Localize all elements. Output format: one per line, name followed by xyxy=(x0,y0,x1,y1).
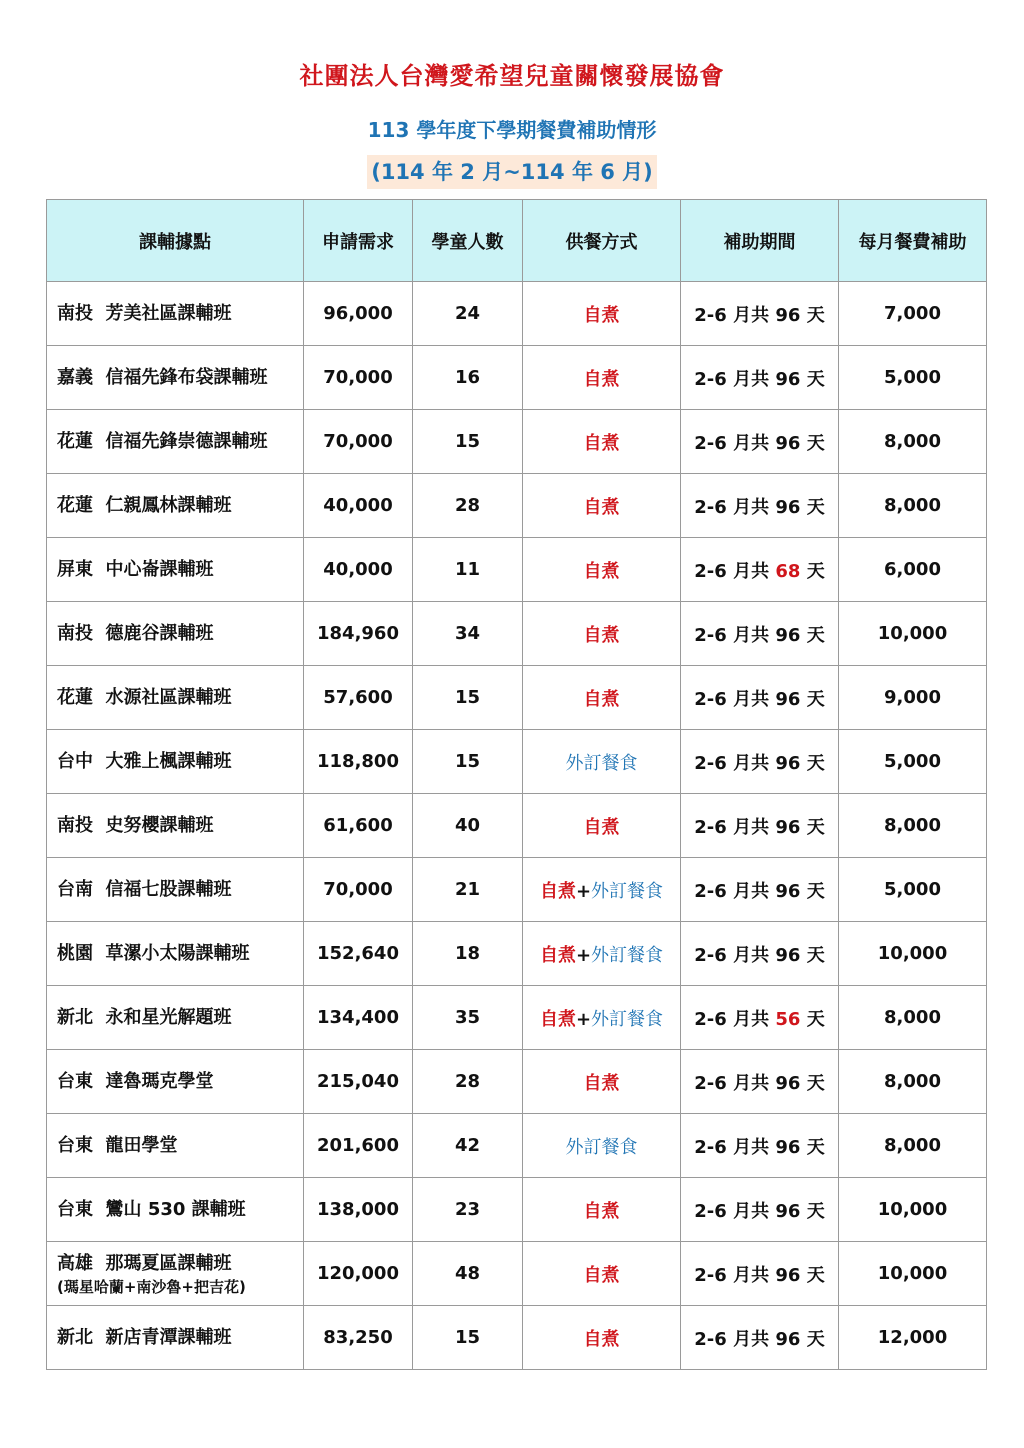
period-prefix: 2-6 月共 xyxy=(694,1072,770,1094)
period-suffix: 天 xyxy=(806,560,825,582)
site-cell xyxy=(47,602,304,666)
site-name xyxy=(57,813,303,839)
site-region: 南投 xyxy=(57,302,93,324)
site-region: 花蓮 xyxy=(57,686,93,708)
meal-method-cell xyxy=(523,730,681,794)
monthly-subsidy-cell: 10,000 xyxy=(839,602,987,666)
site-name xyxy=(57,749,303,775)
site-name xyxy=(57,429,303,455)
period-days: 68 xyxy=(775,560,801,582)
meal-method-part: 外訂餐食 xyxy=(565,1136,638,1158)
site-cell xyxy=(47,1050,304,1114)
site-title: 中心崙課輔班 xyxy=(105,558,214,580)
meal-method-cell xyxy=(523,410,681,474)
table-row xyxy=(47,1306,987,1370)
site-cell xyxy=(47,922,304,986)
period-prefix: 2-6 月共 xyxy=(694,432,770,454)
period-container xyxy=(0,155,1024,189)
site-region: 新北 xyxy=(57,1006,93,1028)
table-row xyxy=(47,730,987,794)
meal-method-cell xyxy=(523,794,681,858)
monthly-subsidy-cell: 10,000 xyxy=(839,1178,987,1242)
site-name xyxy=(57,365,303,391)
site-title: 那瑪夏區課輔班 xyxy=(105,1252,232,1274)
period-suffix: 天 xyxy=(806,1200,825,1222)
site-name xyxy=(57,557,303,583)
site-region: 台東 xyxy=(57,1198,93,1220)
period-suffix: 天 xyxy=(806,1008,825,1030)
student-count-cell: 24 xyxy=(413,282,523,346)
meal-method-cell xyxy=(523,1050,681,1114)
request-amount-cell: 118,800 xyxy=(304,730,413,794)
site-cell xyxy=(47,1306,304,1370)
table-row xyxy=(47,538,987,602)
period-suffix: 天 xyxy=(806,816,825,838)
meal-method-part: 自煮 xyxy=(583,368,620,390)
site-cell xyxy=(47,730,304,794)
period-cell xyxy=(681,794,839,858)
meal-method-part: 自煮 xyxy=(583,1200,620,1222)
request-amount-cell: 70,000 xyxy=(304,346,413,410)
period-cell xyxy=(681,1114,839,1178)
site-cell xyxy=(47,666,304,730)
meal-method-part: 自煮 xyxy=(583,1328,620,1350)
period-cell xyxy=(681,666,839,730)
period-cell xyxy=(681,538,839,602)
period-days: 96 xyxy=(775,880,801,902)
meal-method-part: 自煮 xyxy=(583,816,620,838)
period-suffix: 天 xyxy=(806,752,825,774)
site-title: 草漯小太陽課輔班 xyxy=(105,942,250,964)
meal-method-part: 外訂餐食 xyxy=(591,880,664,902)
period-prefix: 2-6 月共 xyxy=(694,688,770,710)
meal-method-cell xyxy=(523,346,681,410)
site-cell xyxy=(47,1242,304,1306)
meal-method-part: + xyxy=(575,944,592,966)
site-title: 龍田學堂 xyxy=(105,1134,178,1156)
meal-method-part: 外訂餐食 xyxy=(565,752,638,774)
period-suffix: 天 xyxy=(806,1072,825,1094)
col-header-site: 課輔據點 xyxy=(47,200,304,282)
meal-method-cell xyxy=(523,1114,681,1178)
site-region: 花蓮 xyxy=(57,430,93,452)
site-region: 南投 xyxy=(57,814,93,836)
meal-method-part: 外訂餐食 xyxy=(591,944,664,966)
meal-method-cell xyxy=(523,282,681,346)
student-count-cell: 35 xyxy=(413,986,523,1050)
period-cell xyxy=(681,858,839,922)
meal-method-part: 自煮 xyxy=(539,880,576,902)
table-row xyxy=(47,1242,987,1306)
meal-method-cell xyxy=(523,538,681,602)
monthly-subsidy-cell: 9,000 xyxy=(839,666,987,730)
site-cell xyxy=(47,794,304,858)
period-days: 96 xyxy=(775,304,801,326)
period-suffix: 天 xyxy=(806,496,825,518)
site-region: 台東 xyxy=(57,1134,93,1156)
period-cell xyxy=(681,1178,839,1242)
site-name xyxy=(57,1005,303,1031)
site-title: 史努櫻課輔班 xyxy=(105,814,214,836)
period-suffix: 天 xyxy=(806,880,825,902)
site-title: 仁親鳳林課輔班 xyxy=(105,494,232,516)
site-name xyxy=(57,877,303,903)
period-days: 96 xyxy=(775,1328,801,1350)
student-count-cell: 34 xyxy=(413,602,523,666)
period-prefix: 2-6 月共 xyxy=(694,304,770,326)
site-name xyxy=(57,1197,303,1223)
site-title: 新店青潭課輔班 xyxy=(105,1326,232,1348)
student-count-cell: 42 xyxy=(413,1114,523,1178)
subsidy-table xyxy=(46,199,987,1370)
monthly-subsidy-cell: 10,000 xyxy=(839,922,987,986)
site-cell xyxy=(47,346,304,410)
site-region: 新北 xyxy=(57,1326,93,1348)
request-amount-cell: 40,000 xyxy=(304,538,413,602)
period-prefix: 2-6 月共 xyxy=(694,816,770,838)
request-amount-cell: 184,960 xyxy=(304,602,413,666)
site-cell xyxy=(47,410,304,474)
period-cell xyxy=(681,986,839,1050)
student-count-cell: 11 xyxy=(413,538,523,602)
meal-method-part: 自煮 xyxy=(583,624,620,646)
monthly-subsidy-cell: 10,000 xyxy=(839,1242,987,1306)
table-row xyxy=(47,474,987,538)
site-title: 信福先鋒布袋課輔班 xyxy=(105,366,268,388)
meal-method-cell xyxy=(523,666,681,730)
monthly-subsidy-cell: 8,000 xyxy=(839,410,987,474)
meal-method-part: 自煮 xyxy=(583,432,620,454)
site-region: 花蓮 xyxy=(57,494,93,516)
site-name xyxy=(57,685,303,711)
period-cell xyxy=(681,474,839,538)
period-cell xyxy=(681,1050,839,1114)
request-amount-cell: 120,000 xyxy=(304,1242,413,1306)
site-name xyxy=(57,301,303,327)
site-cell xyxy=(47,858,304,922)
period-prefix: 2-6 月共 xyxy=(694,1136,770,1158)
table-row xyxy=(47,1114,987,1178)
request-amount-cell: 70,000 xyxy=(304,858,413,922)
request-amount-cell: 134,400 xyxy=(304,986,413,1050)
table-row xyxy=(47,282,987,346)
col-header-meal: 供餐方式 xyxy=(523,200,681,282)
period-suffix: 天 xyxy=(806,1328,825,1350)
period-prefix: 2-6 月共 xyxy=(694,1200,770,1222)
meal-method-cell xyxy=(523,858,681,922)
meal-method-part: 外訂餐食 xyxy=(591,1008,664,1030)
student-count-cell: 15 xyxy=(413,666,523,730)
site-name xyxy=(57,621,303,647)
site-title: 達魯瑪克學堂 xyxy=(105,1070,214,1092)
meal-method-part: 自煮 xyxy=(583,1264,620,1286)
period-prefix: 2-6 月共 xyxy=(694,752,770,774)
table-row xyxy=(47,602,987,666)
site-region: 南投 xyxy=(57,622,93,644)
table-header xyxy=(47,200,987,282)
site-name xyxy=(57,1069,303,1095)
site-region: 台南 xyxy=(57,878,93,900)
request-amount-cell: 61,600 xyxy=(304,794,413,858)
site-title: 德鹿谷課輔班 xyxy=(105,622,214,644)
period-prefix: 2-6 月共 xyxy=(694,560,770,582)
site-region: 高雄 xyxy=(57,1252,93,1274)
meal-method-part: + xyxy=(575,1008,592,1030)
site-region: 屏東 xyxy=(57,558,93,580)
site-name xyxy=(57,1325,303,1351)
period-prefix: 2-6 月共 xyxy=(694,880,770,902)
period-prefix: 2-6 月共 xyxy=(694,496,770,518)
period-days: 96 xyxy=(775,752,801,774)
period-prefix: 2-6 月共 xyxy=(694,1264,770,1286)
document-subtitle: 113 學年度下學期餐費補助情形 xyxy=(367,118,657,142)
table-row xyxy=(47,858,987,922)
table-row xyxy=(47,666,987,730)
request-amount-cell: 215,040 xyxy=(304,1050,413,1114)
period-suffix: 天 xyxy=(806,304,825,326)
meal-method-cell xyxy=(523,1178,681,1242)
table-row xyxy=(47,1050,987,1114)
period-days: 96 xyxy=(775,1136,801,1158)
site-cell xyxy=(47,1114,304,1178)
period-days: 96 xyxy=(775,816,801,838)
table-row xyxy=(47,986,987,1050)
meal-method-part: 自煮 xyxy=(583,1072,620,1094)
site-region: 桃園 xyxy=(57,942,93,964)
period-cell xyxy=(681,602,839,666)
meal-method-cell xyxy=(523,1306,681,1370)
site-region: 台中 xyxy=(57,750,93,772)
period-cell xyxy=(681,1242,839,1306)
student-count-cell: 15 xyxy=(413,410,523,474)
period-days: 96 xyxy=(775,944,801,966)
meal-method-cell xyxy=(523,474,681,538)
period-days: 96 xyxy=(775,1072,801,1094)
period-cell xyxy=(681,1306,839,1370)
meal-method-part: 自煮 xyxy=(539,944,576,966)
period-cell xyxy=(681,922,839,986)
site-region: 台東 xyxy=(57,1070,93,1092)
student-count-cell: 48 xyxy=(413,1242,523,1306)
site-title: 鸞山 530 課輔班 xyxy=(105,1198,246,1220)
request-amount-cell: 40,000 xyxy=(304,474,413,538)
period-cell xyxy=(681,346,839,410)
period-prefix: 2-6 月共 xyxy=(694,1328,770,1350)
col-header-period: 補助期間 xyxy=(681,200,839,282)
col-header-monthly: 每月餐費補助 xyxy=(839,200,987,282)
site-cell xyxy=(47,1178,304,1242)
site-title: 信福先鋒崇德課輔班 xyxy=(105,430,268,452)
site-title: 水源社區課輔班 xyxy=(105,686,232,708)
meal-method-part: 自煮 xyxy=(583,304,620,326)
meal-method-part: 自煮 xyxy=(583,496,620,518)
site-name xyxy=(57,1133,303,1159)
meal-method-part: + xyxy=(575,880,592,902)
col-header-students: 學童人數 xyxy=(413,200,523,282)
student-count-cell: 16 xyxy=(413,346,523,410)
site-name xyxy=(57,1251,303,1277)
meal-method-part: 自煮 xyxy=(539,1008,576,1030)
header-row xyxy=(47,200,987,282)
table-row xyxy=(47,922,987,986)
period-cell xyxy=(681,282,839,346)
monthly-subsidy-cell: 8,000 xyxy=(839,1114,987,1178)
table-row xyxy=(47,346,987,410)
period-suffix: 天 xyxy=(806,1264,825,1286)
site-cell xyxy=(47,538,304,602)
monthly-subsidy-cell: 5,000 xyxy=(839,346,987,410)
request-amount-cell: 70,000 xyxy=(304,410,413,474)
period-prefix: 2-6 月共 xyxy=(694,624,770,646)
request-amount-cell: 96,000 xyxy=(304,282,413,346)
monthly-subsidy-cell: 12,000 xyxy=(839,1306,987,1370)
period-days: 96 xyxy=(775,432,801,454)
period-prefix: 2-6 月共 xyxy=(694,944,770,966)
period-suffix: 天 xyxy=(806,688,825,710)
request-amount-cell: 83,250 xyxy=(304,1306,413,1370)
student-count-cell: 15 xyxy=(413,1306,523,1370)
table-row xyxy=(47,410,987,474)
period-days: 96 xyxy=(775,496,801,518)
period-suffix: 天 xyxy=(806,1136,825,1158)
table-body xyxy=(47,282,987,1370)
site-cell xyxy=(47,282,304,346)
period-days: 96 xyxy=(775,688,801,710)
period-cell xyxy=(681,410,839,474)
period-days: 96 xyxy=(775,368,801,390)
meal-method-part: 自煮 xyxy=(583,560,620,582)
monthly-subsidy-cell: 8,000 xyxy=(839,794,987,858)
period-days: 96 xyxy=(775,624,801,646)
site-title: 永和星光解題班 xyxy=(105,1006,232,1028)
period-days: 96 xyxy=(775,1200,801,1222)
site-title: 信福七股課輔班 xyxy=(105,878,232,900)
org-title: 社團法人台灣愛希望兒童關懷發展協會 xyxy=(299,62,725,90)
col-header-request: 申請需求 xyxy=(304,200,413,282)
monthly-subsidy-cell: 8,000 xyxy=(839,1050,987,1114)
meal-method-cell xyxy=(523,986,681,1050)
period-days: 56 xyxy=(775,1008,801,1030)
site-name xyxy=(57,493,303,519)
site-region: 嘉義 xyxy=(57,366,93,388)
site-name xyxy=(57,941,303,967)
site-cell xyxy=(47,474,304,538)
monthly-subsidy-cell: 5,000 xyxy=(839,858,987,922)
student-count-cell: 28 xyxy=(413,1050,523,1114)
period-cell xyxy=(681,730,839,794)
meal-method-cell xyxy=(523,602,681,666)
request-amount-cell: 152,640 xyxy=(304,922,413,986)
table-row xyxy=(47,1178,987,1242)
period-suffix: 天 xyxy=(806,944,825,966)
monthly-subsidy-cell: 6,000 xyxy=(839,538,987,602)
meal-method-part: 自煮 xyxy=(583,688,620,710)
monthly-subsidy-cell: 5,000 xyxy=(839,730,987,794)
period-label: (114 年 2 月~114 年 6 月) xyxy=(367,155,657,189)
student-count-cell: 40 xyxy=(413,794,523,858)
student-count-cell: 18 xyxy=(413,922,523,986)
site-title: 大雅上楓課輔班 xyxy=(105,750,232,772)
period-suffix: 天 xyxy=(806,624,825,646)
period-suffix: 天 xyxy=(806,368,825,390)
request-amount-cell: 57,600 xyxy=(304,666,413,730)
monthly-subsidy-cell: 7,000 xyxy=(839,282,987,346)
site-cell xyxy=(47,986,304,1050)
student-count-cell: 23 xyxy=(413,1178,523,1242)
table-row xyxy=(47,794,987,858)
monthly-subsidy-cell: 8,000 xyxy=(839,986,987,1050)
student-count-cell: 21 xyxy=(413,858,523,922)
period-prefix: 2-6 月共 xyxy=(694,368,770,390)
request-amount-cell: 201,600 xyxy=(304,1114,413,1178)
period-suffix: 天 xyxy=(806,432,825,454)
period-prefix: 2-6 月共 xyxy=(694,1008,770,1030)
meal-method-cell xyxy=(523,1242,681,1306)
period-days: 96 xyxy=(775,1264,801,1286)
request-amount-cell: 138,000 xyxy=(304,1178,413,1242)
site-note: (瑪星哈蘭+南沙魯+把吉花) xyxy=(57,1277,246,1296)
site-title: 芳美社區課輔班 xyxy=(105,302,232,324)
student-count-cell: 15 xyxy=(413,730,523,794)
meal-method-cell xyxy=(523,922,681,986)
monthly-subsidy-cell: 8,000 xyxy=(839,474,987,538)
student-count-cell: 28 xyxy=(413,474,523,538)
